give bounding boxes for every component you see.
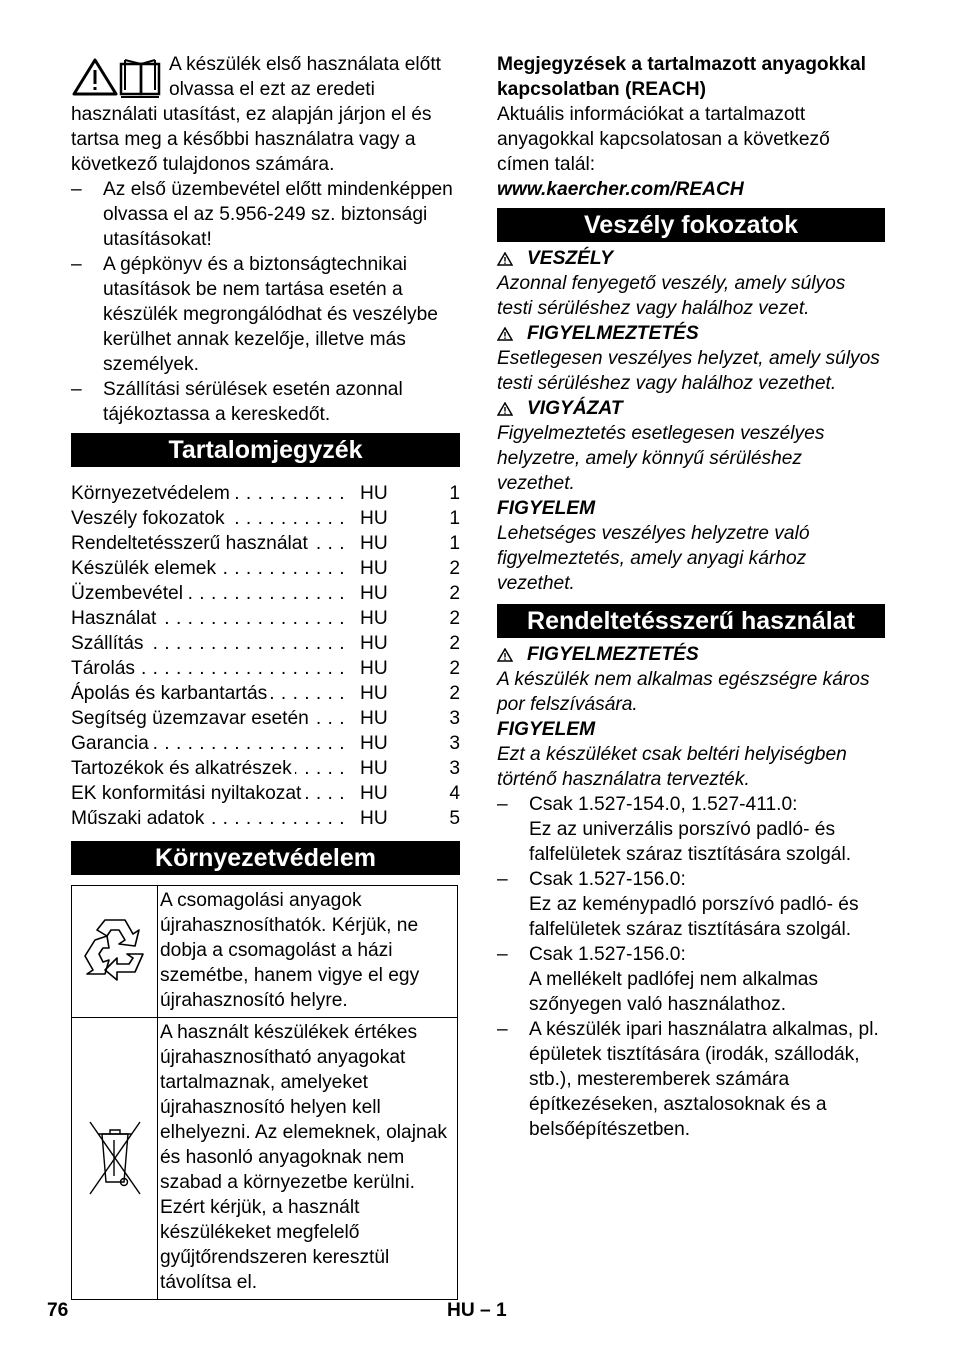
manual-book-icon <box>121 60 159 97</box>
toc-row[interactable]: Veszély fokozatok . . . HU 1 <box>71 506 460 531</box>
danger-label: VESZÉLY <box>497 246 885 271</box>
toc-row[interactable]: Rendeltetésszerű használat . . . HU 1 <box>71 531 460 556</box>
env-row <box>72 1018 458 1300</box>
env-text: A csomagolási anyagok újrahasznosíthatók. Kérjük, ne dobja a csomagolást a házi szemétbe, hanem vigye el egy újrahasznosító helyre. <box>158 886 458 1018</box>
dash: – <box>71 254 82 275</box>
crossed-bin-icon <box>80 1110 150 1200</box>
toc-row[interactable]: Garancia . . . HU 3 <box>71 731 460 756</box>
warning-triangle-icon <box>74 60 116 94</box>
toc-list <box>71 481 460 831</box>
usage-heading: Rendeltetésszerű használat <box>497 604 885 638</box>
toc-row[interactable]: Használat . . . HU 2 <box>71 606 460 631</box>
danger-text: Lehetséges veszélyes helyzetre való figyelmeztetés, amely anyagi kárhoz vezethet. <box>497 523 810 594</box>
toc-row[interactable]: EK konformitási nyiltakozat . . . HU 4 <box>71 781 460 806</box>
usage-bullet: – Csak 1.527-156.0: Ez az keménypadló porszívó padló- és falfelületek száraz tisztítására szolgál. <box>497 869 859 940</box>
env-heading: Környezetvédelem <box>71 841 460 875</box>
danger-label: VIGYÁZAT <box>497 396 885 421</box>
toc-row[interactable]: Műszaki adatok . . . HU 5 <box>71 806 460 831</box>
reach-heading: Megjegyzések a tartalmazott anyagokkal kapcsolatban (REACH) <box>497 54 866 100</box>
env-text: A használt készülékek értékes újrahasznosítható anyagokat tartalmaznak, amelyeket újrahasznosító helyen kell elhelyezni. Az elemeknek, olajnak és hasonló anyagoknak nem szabad a környezetbe kerülni. Ezért kérjük, a használt készülékeket megfelelő gyűjtőrendszeren keresztül távolítsa el. <box>158 1018 458 1300</box>
warning-icon <box>497 327 513 341</box>
usage-bullet: – A készülék ipari használatra alkalmas, pl. épületek tisztítására (irodák, szállodák, stb.), mesteremberek számára építkezéseken, asztalosoknak és a belsőépítészetben. <box>497 1019 879 1140</box>
usage-note-label: FIGYELEM <box>497 719 596 740</box>
dash: – <box>497 869 508 890</box>
usage-note-text: Ezt a készüléket csak beltéri helyiségben történő használatra tervezték. <box>497 744 847 790</box>
left-column <box>71 52 460 1300</box>
toc-row[interactable]: Ápolás és karbantartás . . . HU 2 <box>71 681 460 706</box>
dash: – <box>71 179 82 200</box>
danger-text: Figyelmeztetés esetlegesen veszélyes helyzetre, amely könnyű sérüléshez vezethet. <box>497 423 825 494</box>
danger-label: FIGYELMEZTETÉS <box>497 321 885 346</box>
toc-row[interactable]: Segítség üzemzavar esetén . . . HU 3 <box>71 706 460 731</box>
toc-row[interactable]: Tartozékok és alkatrészek . . . HU 3 <box>71 756 460 781</box>
intro-text: A készülék első használata előtt olvassa el ezt az eredeti használati utasítást, ez alapján járjon el és tartsa meg a későbbi használatra vagy a következő tulajdonos számára. <box>71 54 441 175</box>
dash: – <box>71 379 82 400</box>
danger-heading: Veszély fokozatok <box>497 208 885 242</box>
usage-bullet: – Csak 1.527-156.0: A mellékelt padlófej nem alkalmas szőnyegen való használathoz. <box>497 944 819 1015</box>
toc-row[interactable]: Üzembevétel . . . HU 2 <box>71 581 460 606</box>
warning-icon <box>497 252 513 266</box>
dash: – <box>497 944 508 965</box>
intro <box>71 52 460 177</box>
env-icon-cell <box>72 886 158 1018</box>
dash: – <box>497 1019 508 1040</box>
intro-bullet: – A gépkönyv és a biztonságtechnikai utasítások be nem tartása esetén a készülék megrongálódhat és veszélybe kerülhet annak kezelője, illetve más személyek. <box>71 254 438 375</box>
warning-icon <box>497 648 513 662</box>
danger-text: Azonnal fenyegető veszély, amely súlyos testi sérüléshez vagy halálhoz vezet. <box>497 273 846 319</box>
toc-row[interactable]: Szállítás . . . HU 2 <box>71 631 460 656</box>
section-label: HU – 1 <box>447 1300 507 1321</box>
toc-row[interactable]: Készülék elemek . . . HU 2 <box>71 556 460 581</box>
intro-bullet: – Szállítási sérülések esetén azonnal tájékoztassa a kereskedőt. <box>71 379 403 425</box>
toc-row[interactable]: Környezetvédelem . . . HU 1 <box>71 481 460 506</box>
dash: – <box>497 794 508 815</box>
reach-text: Aktuális információkat a tartalmazott anyagokkal kapcsolatosan a következő címen talál: <box>497 104 830 175</box>
intro-bullet: – Az első üzembevétel előtt mindenképpen olvassa el az 5.956-249 sz. biztonsági utasításokat! <box>71 179 453 250</box>
danger-text: Esetlegesen veszélyes helyzet, amely súlyos testi sérüléshez vagy halálhoz vezethet. <box>497 348 880 394</box>
env-row <box>72 886 458 1018</box>
toc-row[interactable]: Tárolás . . . HU 2 <box>71 656 460 681</box>
usage-warn-text: A készülék nem alkalmas egészségre káros por felszívására. <box>497 669 870 715</box>
toc-heading: Tartalomjegyzék <box>71 433 460 467</box>
usage-bullet: – Csak 1.527-154.0, 1.527-411.0: Ez az univerzális porszívó padló- és falfelületek száraz tisztítására szolgál. <box>497 794 852 865</box>
danger-label: FIGYELEM <box>497 498 596 519</box>
usage-warn-label: FIGYELMEZTETÉS <box>497 642 885 667</box>
recycle-icon <box>77 910 153 986</box>
page-number: 76 <box>47 1300 69 1321</box>
intro-icons <box>71 54 163 98</box>
env-icon-cell <box>72 1018 158 1300</box>
reach-link[interactable]: www.kaercher.com/REACH <box>497 179 744 200</box>
right-column <box>497 52 885 1142</box>
env-table <box>71 885 458 1300</box>
warning-icon <box>497 402 513 416</box>
